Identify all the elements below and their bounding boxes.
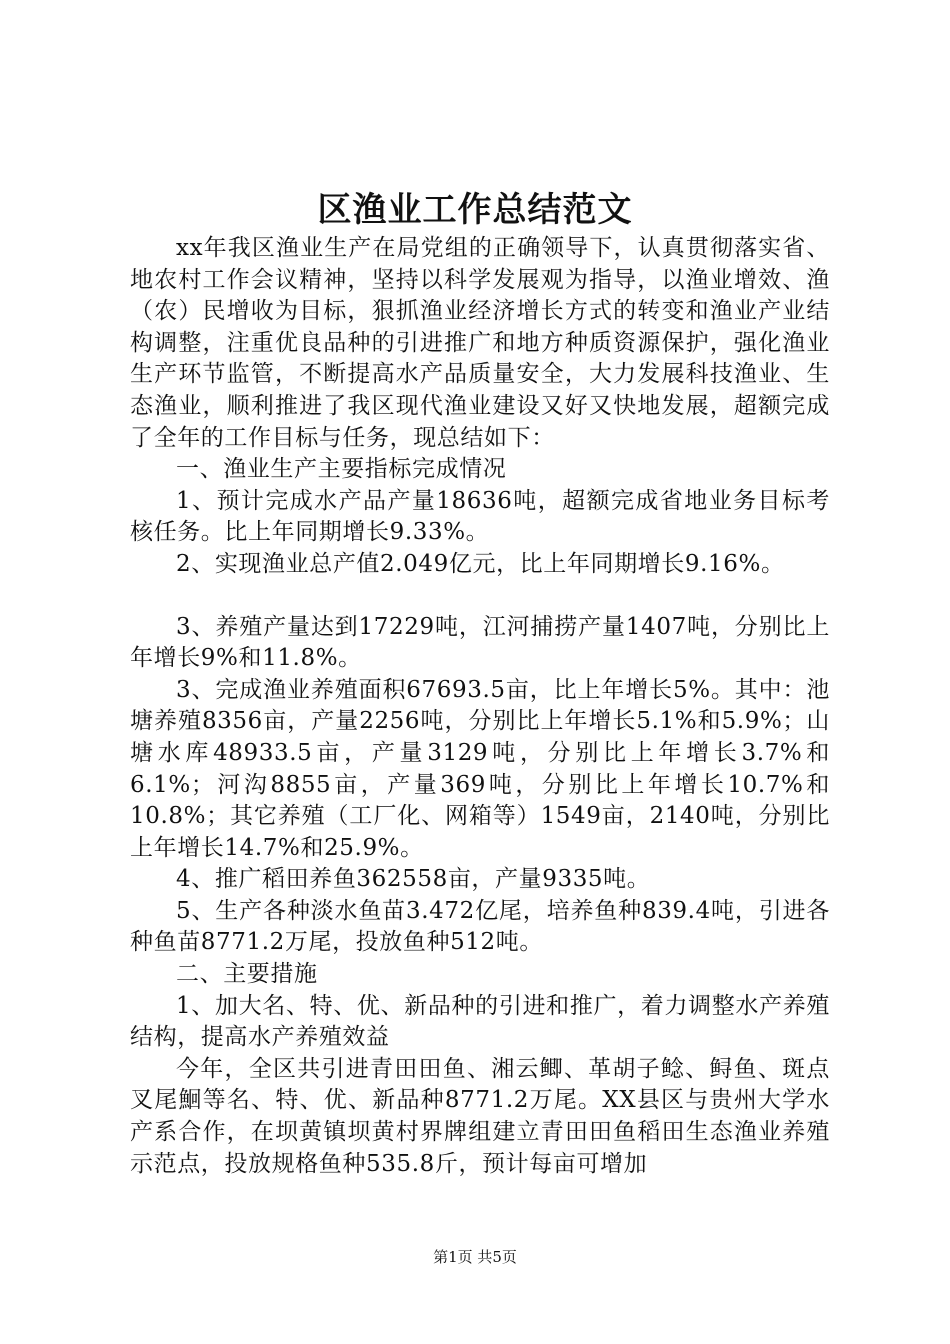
paragraph-intro: xx年我区渔业生产在局党组的正确领导下，认真贯彻落实省、地农村工作会议精神，坚持以科学发展观为指导，以渔业增效、渔（农）民增收为目标，狠抓渔业经济增长方式的转变和渔业产业结构调整，注重优良品种的引进推广和地方种质资源保护，强化渔业生产环节监管，不断提高水产品质量安全，大力发展科技渔业、生态渔业，顺利推进了我区现代渔业建设又好又快地发展，超额完成了全年的工作目标与任务，现总结如下： <box>130 235 830 451</box>
paragraph-body: 今年，全区共引进青田田鱼、湘云鲫、革胡子鲶、鲟鱼、斑点叉尾鮰等名、特、优、新品种8771.2万尾。XX县区与贵州大学水产系合作，在坝黄镇坝黄村界牌组建立青田田鱼稻田生态渔业养殖示范点，投放规格鱼种535.8斤，预计每亩可增加 <box>130 1055 830 1177</box>
section-heading-1: 一、渔业生产主要指标完成情况 <box>176 456 507 483</box>
document-title: 区渔业工作总结范文 <box>317 190 633 230</box>
paragraph-item: 3、完成渔业养殖面积67693.5亩，比上年增长5%。其中：池塘养殖8356亩，产量2256吨，分别比上年增长5.1%和5.9%；山塘水库48933.5亩，产量3129吨，分别比上年增长3.7%和6.1%；河沟8855亩，产量369吨，分别比上年增长10.7%和10.8%；其它养殖（工厂化、网箱等）1549亩，2140吨，分别比上年增长14.7%和25.9%。 <box>130 676 830 861</box>
document-body <box>130 233 830 1180</box>
paragraph-item: 3、养殖产量达到17229吨，江河捕捞产量1407吨，分别比上年增长9%和11.8%。 <box>130 613 830 672</box>
paragraph-item: 4、推广稻田养鱼362558亩，产量9335吨。 <box>176 866 651 893</box>
paragraph-item: 1、预计完成水产品产量18636吨，超额完成省地业务目标考核任务。比上年同期增长9.33%。 <box>130 487 830 546</box>
paragraph-item: 2、实现渔业总产值2.049亿元，比上年同期增长9.16%。 <box>176 550 785 577</box>
section-heading-2: 二、主要措施 <box>176 961 318 988</box>
paragraph-item: 5、生产各种淡水鱼苗3.472亿尾，培养鱼种839.4吨，引进各种鱼苗8771.2万尾，投放鱼种512吨。 <box>130 897 830 956</box>
page-footer: 第1页 共5页 <box>433 1248 517 1266</box>
subsection-heading: 1、加大名、特、优、新品种的引进和推广，着力调整水产养殖结构，提高水产养殖效益 <box>130 992 830 1051</box>
